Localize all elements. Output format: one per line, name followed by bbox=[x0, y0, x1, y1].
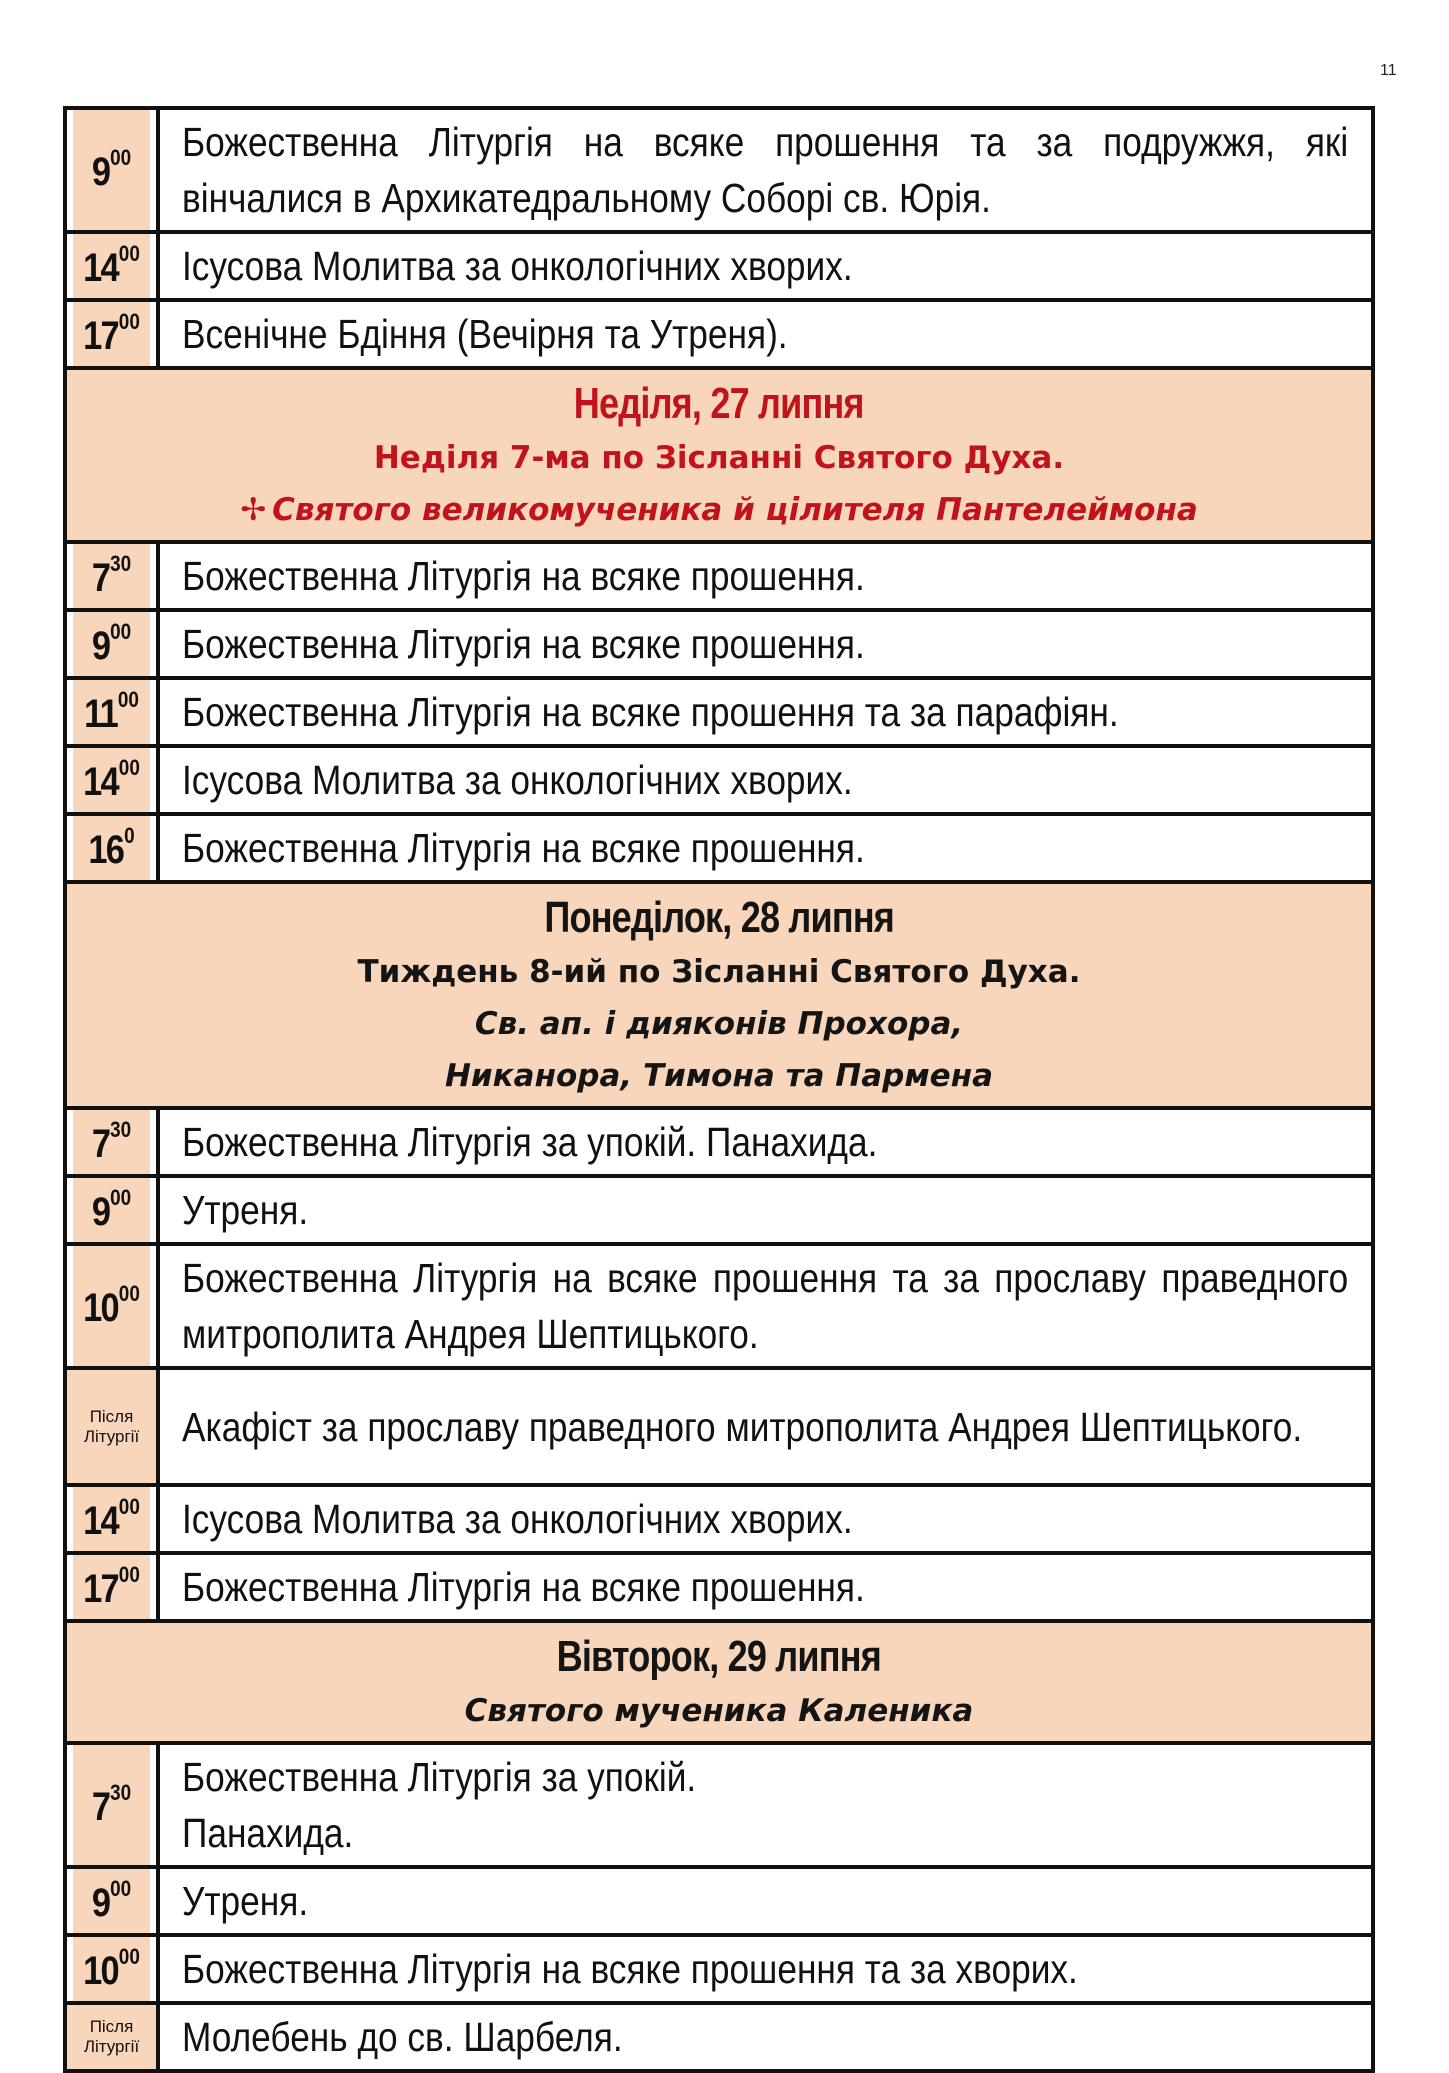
time-cell bbox=[72, 542, 152, 610]
service-cell bbox=[158, 678, 1373, 746]
time-minutes: 00 bbox=[118, 1281, 140, 1306]
time-minutes: 00 bbox=[110, 145, 132, 170]
time-hour: 9 bbox=[91, 1881, 110, 1925]
time-cell bbox=[72, 610, 152, 678]
service-cell bbox=[158, 232, 1373, 300]
time-cell bbox=[72, 814, 152, 882]
time-label-1: Після bbox=[89, 2017, 134, 2036]
time-minutes: 00 bbox=[110, 1185, 132, 1210]
time-minutes: 00 bbox=[118, 1494, 140, 1519]
cross-icon: ✢ bbox=[240, 492, 267, 528]
schedule-row bbox=[65, 232, 1373, 300]
service-cell bbox=[158, 1485, 1373, 1553]
day-feast-line-1: Св. ап. і дияконів Прохора, bbox=[474, 1006, 964, 1042]
schedule-table bbox=[63, 106, 1375, 2073]
service-text: Молебень до св. Шарбеля. bbox=[182, 2014, 623, 2060]
service-text-line-2: Панахида. bbox=[182, 1810, 354, 1856]
time-label-1: Після bbox=[89, 1406, 134, 1426]
schedule-row bbox=[65, 1867, 1373, 1935]
day-subtitle: Тиждень 8-ий по Зісланні Святого Духа. bbox=[357, 954, 1081, 990]
time-minutes: 0 bbox=[124, 823, 135, 848]
service-cell bbox=[158, 1935, 1373, 2003]
service-cell bbox=[158, 1743, 1373, 1867]
time-minutes: 00 bbox=[110, 1876, 132, 1901]
time-minutes: 30 bbox=[110, 1780, 132, 1805]
schedule-row bbox=[65, 1485, 1373, 1553]
schedule-row bbox=[65, 814, 1373, 882]
time-cell bbox=[72, 1553, 152, 1621]
service-cell bbox=[158, 1176, 1373, 1244]
schedule-row bbox=[65, 1176, 1373, 1244]
day-header-cell bbox=[65, 368, 1373, 542]
service-text: Божественна Літургія на всяке прошення та за подружжя, які вінчалися в Архикатедральному Соборі св. Юрія. bbox=[182, 119, 1349, 221]
day-header-tuesday bbox=[65, 1621, 1373, 1743]
time-hour: 7 bbox=[91, 556, 110, 600]
time-hour: 14 bbox=[83, 760, 118, 804]
time-hour: 7 bbox=[91, 1122, 110, 1166]
service-text: Божественна Літургія за упокій. Панахида. bbox=[182, 1119, 878, 1165]
time-minutes: 30 bbox=[110, 551, 132, 576]
day-subtitle: Неділя 7-ма по Зісланні Святого Духа. bbox=[373, 440, 1065, 476]
service-cell bbox=[158, 610, 1373, 678]
day-feast-line-2: Никанора, Тимона та Пармена bbox=[444, 1058, 994, 1094]
schedule-row bbox=[65, 1108, 1373, 1176]
service-text: Божественна Літургія на всяке прошення. bbox=[182, 553, 865, 599]
day-header-cell bbox=[65, 882, 1373, 1108]
service-cell bbox=[158, 108, 1373, 232]
time-minutes: 00 bbox=[110, 619, 132, 644]
service-text: Ісусова Молитва за онкологічних хворих. bbox=[182, 757, 853, 803]
service-text: Божественна Літургія на всяке прошення. bbox=[182, 621, 865, 667]
day-header-sunday bbox=[65, 368, 1373, 542]
day-feast: Святого мученика Каленика bbox=[464, 1693, 974, 1729]
service-cell bbox=[158, 1368, 1373, 1485]
time-hour: 10 bbox=[83, 1949, 118, 1993]
service-text: Утреня. bbox=[182, 1187, 309, 1233]
time-minutes: 00 bbox=[118, 755, 140, 780]
service-cell bbox=[158, 542, 1373, 610]
service-cell bbox=[158, 1108, 1373, 1176]
schedule-row bbox=[65, 1368, 1373, 1485]
time-cell bbox=[72, 108, 152, 232]
schedule-row bbox=[65, 300, 1373, 368]
service-text: Божественна Літургія на всяке прошення. bbox=[182, 1564, 865, 1610]
time-cell bbox=[72, 1743, 152, 1867]
day-feast bbox=[67, 484, 1371, 536]
time-hour: 7 bbox=[91, 1785, 110, 1829]
time-hour: 10 bbox=[83, 1286, 118, 1330]
time-cell bbox=[72, 1244, 152, 1368]
schedule-row bbox=[65, 746, 1373, 814]
service-text: Божественна Літургія на всяке прошення та за прославу праведного митрополита Андрея Шептицького. bbox=[182, 1255, 1349, 1357]
service-text-line-1: Божественна Літургія за упокій. bbox=[182, 1754, 697, 1800]
time-hour: 17 bbox=[83, 314, 118, 358]
service-cell bbox=[158, 1553, 1373, 1621]
day-title: Понеділок, 28 липня bbox=[544, 893, 894, 942]
time-hour: 14 bbox=[83, 246, 118, 290]
time-minutes: 00 bbox=[118, 241, 140, 266]
day-header-cell bbox=[65, 1621, 1373, 1743]
day-title: Неділя, 27 липня bbox=[574, 379, 864, 428]
time-minutes: 00 bbox=[118, 309, 140, 334]
day-header-monday bbox=[65, 882, 1373, 1108]
time-hour: 16 bbox=[88, 828, 124, 872]
schedule-row bbox=[65, 542, 1373, 610]
day-title: Вівторок, 29 липня bbox=[556, 1632, 882, 1681]
time-cell bbox=[72, 1935, 152, 2003]
time-label-2: Літургії bbox=[83, 2037, 140, 2056]
page-number: 11 bbox=[1380, 62, 1397, 79]
time-hour: 9 bbox=[91, 1190, 110, 1234]
day-feast-text: Святого великомученика й цілителя Пантелеймона bbox=[272, 492, 1198, 528]
schedule-row bbox=[65, 678, 1373, 746]
time-cell bbox=[72, 746, 152, 814]
service-cell bbox=[158, 746, 1373, 814]
service-cell bbox=[158, 300, 1373, 368]
service-cell bbox=[158, 814, 1373, 882]
time-cell bbox=[72, 1176, 152, 1244]
time-label-2: Літургії bbox=[83, 1426, 140, 1446]
time-cell bbox=[72, 232, 152, 300]
schedule-row bbox=[65, 1553, 1373, 1621]
service-text: Всенічне Бдіння (Вечірня та Утреня). bbox=[182, 311, 788, 357]
service-text: Утреня. bbox=[182, 1878, 309, 1924]
service-text: Ісусова Молитва за онкологічних хворих. bbox=[182, 1496, 853, 1542]
service-cell bbox=[158, 1867, 1373, 1935]
time-cell bbox=[65, 2003, 158, 2071]
time-hour: 11 bbox=[84, 692, 118, 736]
time-cell bbox=[72, 300, 152, 368]
time-cell bbox=[65, 1368, 158, 1485]
time-cell bbox=[72, 678, 152, 746]
service-text: Акафіст за прославу праведного митрополита Андрея Шептицького. bbox=[182, 1403, 1303, 1450]
time-cell bbox=[72, 1485, 152, 1553]
schedule-row bbox=[65, 1743, 1373, 1867]
schedule-row bbox=[65, 610, 1373, 678]
schedule-row bbox=[65, 1244, 1373, 1368]
time-cell bbox=[72, 1867, 152, 1935]
time-hour: 17 bbox=[83, 1567, 118, 1611]
time-minutes: 00 bbox=[118, 1562, 140, 1587]
service-text: Ісусова Молитва за онкологічних хворих. bbox=[182, 243, 853, 289]
time-cell bbox=[72, 1108, 152, 1176]
time-minutes: 30 bbox=[110, 1117, 132, 1142]
time-hour: 9 bbox=[91, 150, 110, 194]
service-cell bbox=[158, 2003, 1373, 2071]
time-hour: 9 bbox=[91, 624, 110, 668]
time-minutes: 00 bbox=[117, 687, 139, 712]
schedule-row bbox=[65, 108, 1373, 232]
service-text: Божественна Літургія на всяке прошення та за хворих. bbox=[182, 1946, 1078, 1992]
service-text: Божественна Літургія на всяке прошення. bbox=[182, 825, 865, 871]
time-minutes: 00 bbox=[118, 1944, 140, 1969]
service-cell bbox=[158, 1244, 1373, 1368]
service-text: Божественна Літургія на всяке прошення та за парафіян. bbox=[182, 689, 1119, 735]
schedule-row bbox=[65, 1935, 1373, 2003]
time-hour: 14 bbox=[83, 1499, 118, 1543]
schedule-row bbox=[65, 2003, 1373, 2071]
